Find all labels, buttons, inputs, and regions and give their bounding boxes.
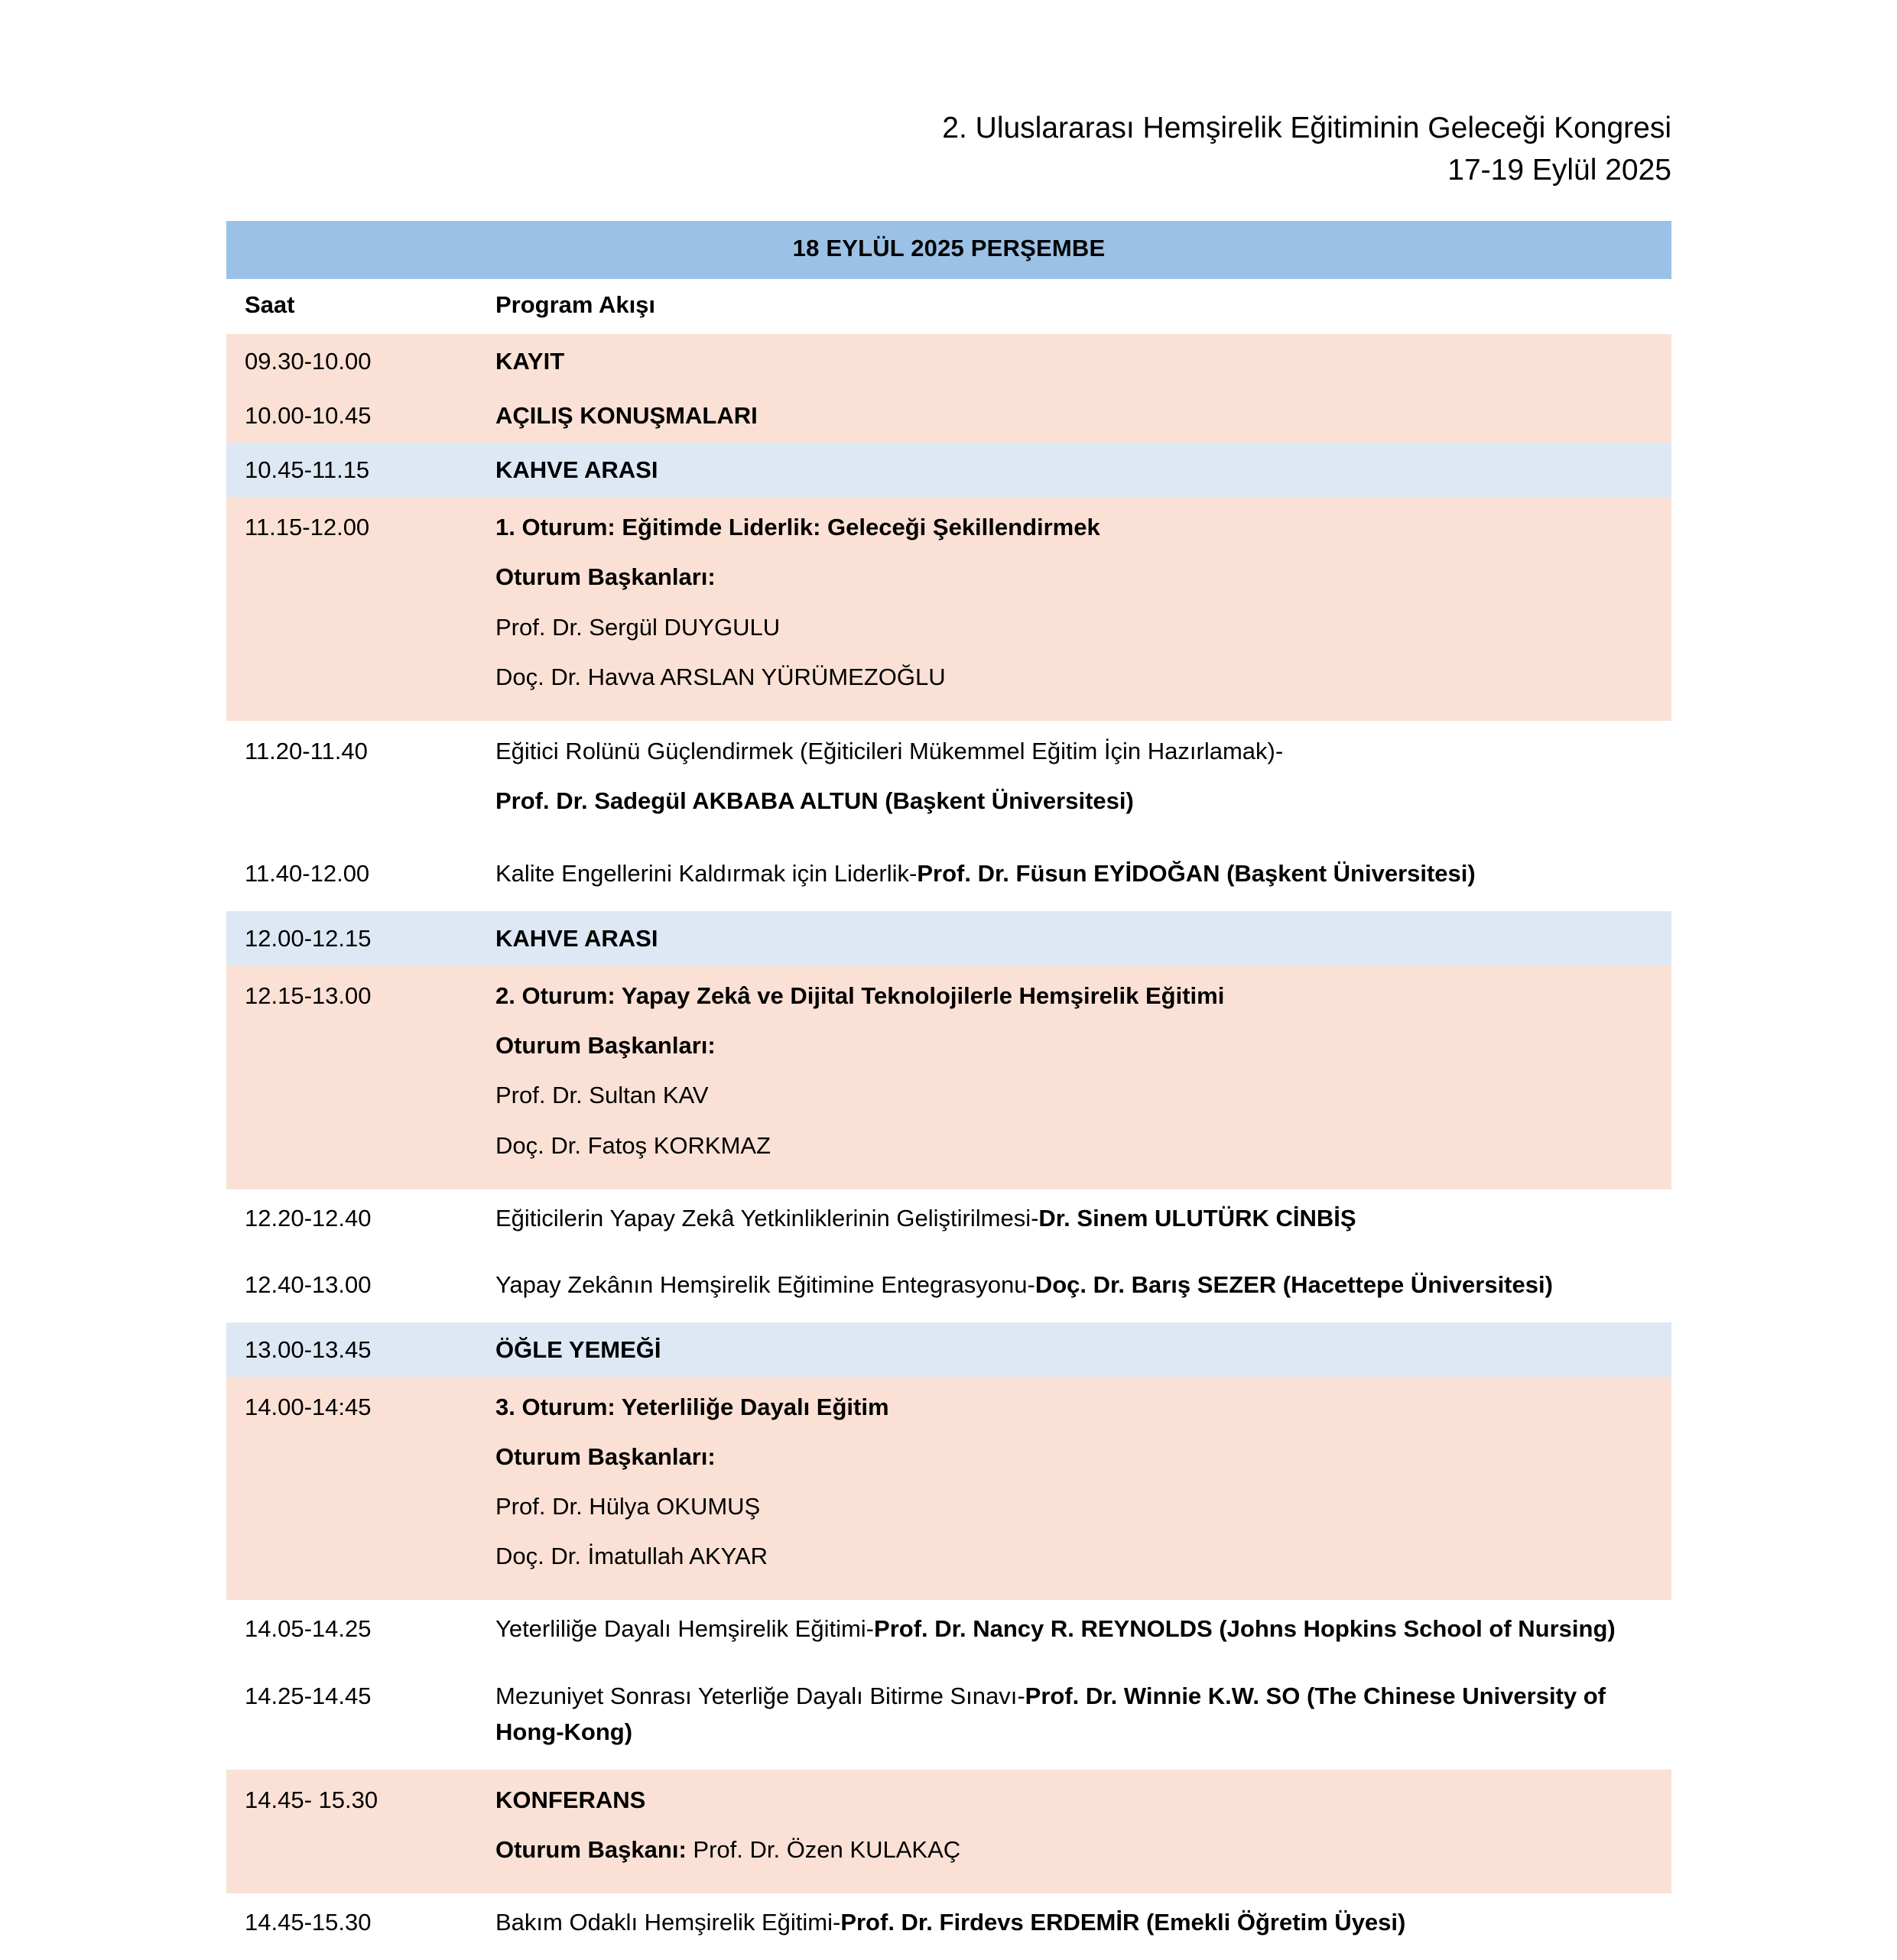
program-text-bold: 2. Oturum: Yapay Zekâ ve Dijital Teknolojilerle Hemşirelik Eğitimi: [495, 982, 1225, 1010]
row-time: 12.20-12.40: [226, 1189, 486, 1256]
row-time: 11.40-12.00: [226, 845, 486, 911]
program-line: [495, 609, 1650, 645]
program-text-bold: KAYIT: [495, 348, 565, 375]
row-program: [486, 1322, 1671, 1377]
program-line: [495, 1904, 1650, 1940]
program-line: [495, 659, 1650, 695]
row-time: 14.45- 15.30: [226, 1770, 486, 1893]
row-time: 14.00-14:45: [226, 1377, 486, 1600]
table-row: [226, 497, 1671, 720]
program-text-bold: Prof. Dr. Firdevs ERDEMİR (Emekli Öğretim Üyesi): [840, 1908, 1406, 1936]
program-line: [495, 1128, 1650, 1163]
program-line: [495, 1678, 1650, 1750]
program-table-body: [226, 221, 1671, 1960]
row-time: 14.05-14.25: [226, 1600, 486, 1666]
program-line: [495, 978, 1650, 1014]
program-text-bold: Dr. Sinem ULUTÜRK CİNBİŞ: [1038, 1204, 1356, 1231]
program-text: Prof. Dr. Sergül DUYGULU: [495, 613, 781, 641]
program-text-bold: Prof. Dr. Nancy R. REYNOLDS (Johns Hopkins School of Nursing): [874, 1615, 1616, 1643]
program-text: Yeterliliğe Dayalı Hemşirelik Eğitimi-: [495, 1615, 875, 1643]
congress-dates: 17-19 Eylül 2025: [1447, 154, 1671, 187]
table-row: [226, 1893, 1671, 1960]
table-row: [226, 1377, 1671, 1600]
row-program: [486, 443, 1671, 497]
day-banner-row: [226, 221, 1671, 279]
program-text: Bakım Odaklı Hemşirelik Eğitimi-: [495, 1908, 841, 1936]
program-text-bold: Oturum Başkanı:: [495, 1835, 687, 1863]
table-row: [226, 721, 1671, 845]
program-text-bold: Oturum Başkanları:: [495, 1443, 716, 1471]
row-time: 12.40-13.00: [226, 1256, 486, 1322]
program-text-bold: ÖĞLE YEMEĞİ: [495, 1335, 661, 1363]
row-program: [486, 497, 1671, 720]
row-time: 12.15-13.00: [226, 965, 486, 1189]
row-program: [486, 334, 1671, 388]
program-line: [495, 1538, 1650, 1574]
program-text: Doç. Dr. Havva ARSLAN YÜRÜMEZOĞLU: [495, 663, 946, 690]
row-program: [486, 965, 1671, 1189]
row-program: [486, 1256, 1671, 1322]
program-text: Kalite Engellerini Kaldırmak için Liderlik-: [495, 859, 918, 887]
table-row: [226, 334, 1671, 388]
table-row: [226, 388, 1671, 443]
program-text: Prof. Dr. Hülya OKUMUŞ: [495, 1493, 761, 1520]
row-time: 13.00-13.45: [226, 1322, 486, 1377]
row-program: [486, 845, 1671, 911]
row-time: 11.20-11.40: [226, 721, 486, 845]
table-row: [226, 1600, 1671, 1666]
program-line: [495, 343, 1650, 379]
row-time: 10.00-10.45: [226, 388, 486, 443]
program-text-bold: KAHVE ARASI: [495, 456, 658, 484]
program-text-bold: 1. Oturum: Eğitimde Liderlik: Geleceği Şekillendirmek: [495, 514, 1100, 541]
table-row: [226, 443, 1671, 497]
column-header-program: Program Akışı: [486, 279, 1671, 334]
row-time: 09.30-10.00: [226, 334, 486, 388]
row-program: [486, 1189, 1671, 1256]
program-line: [495, 855, 1650, 891]
table-row: [226, 1322, 1671, 1377]
program-text: Prof. Dr. Özen KULAKAÇ: [686, 1835, 961, 1863]
program-line: [495, 1488, 1650, 1524]
program-line: [495, 559, 1650, 595]
row-time: 12.00-12.15: [226, 911, 486, 965]
program-line: [495, 1267, 1650, 1303]
row-program: [486, 1667, 1671, 1770]
program-text-bold: KONFERANS: [495, 1786, 646, 1813]
row-program: [486, 1600, 1671, 1666]
program-text: Eğitici Rolünü Güçlendirmek (Eğiticileri Mükemmel Eğitim İçin Hazırlamak)-: [495, 737, 1284, 764]
program-text: Prof. Dr. Sultan KAV: [495, 1082, 709, 1109]
program-line: [495, 920, 1650, 956]
program-text-bold: Prof. Dr. Füsun EYİDOĞAN (Başkent Üniversitesi): [917, 859, 1476, 887]
program-line: [495, 1200, 1650, 1236]
program-text: Yapay Zekânın Hemşirelik Eğitimine Entegrasyonu-: [495, 1270, 1035, 1298]
table-row: [226, 1256, 1671, 1322]
row-time: 10.45-11.15: [226, 443, 486, 497]
row-program: [486, 911, 1671, 965]
program-text-bold: AÇILIŞ KONUŞMALARI: [495, 402, 758, 430]
table-row: [226, 911, 1671, 965]
program-line: [495, 398, 1650, 433]
program-text: Eğiticilerin Yapay Zekâ Yetkinliklerinin Geliştirilmesi-: [495, 1204, 1039, 1231]
program-table: [226, 221, 1671, 1960]
row-time: 11.15-12.00: [226, 497, 486, 720]
row-program: [486, 388, 1671, 443]
program-line: [495, 452, 1650, 488]
row-program: [486, 721, 1671, 845]
document-header: [942, 107, 1671, 192]
program-line: [495, 783, 1650, 819]
column-header-time: Saat: [226, 279, 486, 334]
table-row: [226, 1667, 1671, 1770]
row-program: [486, 1770, 1671, 1893]
table-row: [226, 845, 1671, 911]
program-line: [495, 1332, 1650, 1368]
row-time: 14.45-15.30: [226, 1893, 486, 1960]
program-text-bold: Prof. Dr. Winnie K.W. SO (The Chinese University of Hong-Kong): [495, 1682, 1606, 1745]
program-line: [495, 509, 1650, 545]
program-text: Doç. Dr. Fatoş KORKMAZ: [495, 1131, 771, 1159]
program-text-bold: Doç. Dr. Barış SEZER (Hacettepe Üniversitesi): [1035, 1270, 1553, 1298]
program-line: [495, 1782, 1650, 1818]
program-text: Doç. Dr. İmatullah AKYAR: [495, 1543, 768, 1570]
program-line: [495, 1389, 1650, 1425]
program-text-bold: KAHVE ARASI: [495, 925, 658, 952]
row-program: [486, 1377, 1671, 1600]
program-text: Mezuniyet Sonrası Yeterliğe Dayalı Bitirme Sınavı-: [495, 1682, 1025, 1709]
table-row: [226, 1770, 1671, 1893]
program-line: [495, 1832, 1650, 1868]
program-line: [495, 733, 1650, 769]
program-line: [495, 1611, 1650, 1647]
table-row: [226, 965, 1671, 1189]
program-line: [495, 1439, 1650, 1475]
program-line: [495, 1077, 1650, 1113]
day-banner-label: 18 EYLÜL 2025 PERŞEMBE: [226, 221, 1671, 279]
table-row: [226, 1189, 1671, 1256]
row-program: [486, 1893, 1671, 1960]
program-text-bold: Prof. Dr. Sadegül AKBABA ALTUN (Başkent Üniversitesi): [495, 787, 1134, 814]
column-header-row: [226, 279, 1671, 334]
row-time: 14.25-14.45: [226, 1667, 486, 1770]
program-text-bold: 3. Oturum: Yeterliliğe Dayalı Eğitim: [495, 1393, 889, 1420]
program-text-bold: Oturum Başkanları:: [495, 1032, 716, 1060]
congress-title: 2. Uluslararası Hemşirelik Eğitiminin Geleceği Kongresi: [942, 112, 1671, 144]
program-line: [495, 1027, 1650, 1063]
program-text-bold: Oturum Başkanları:: [495, 563, 716, 591]
